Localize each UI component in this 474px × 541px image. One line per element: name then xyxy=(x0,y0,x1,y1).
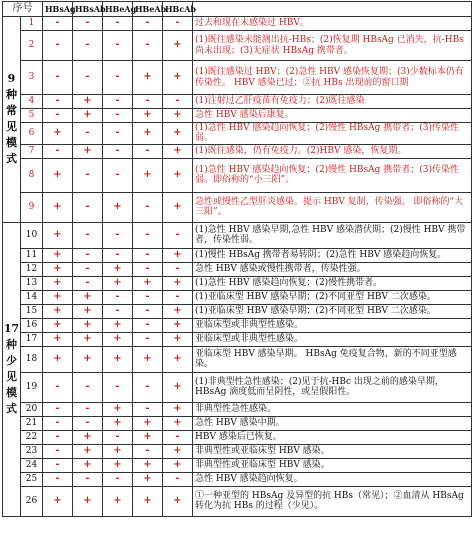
row-description: 急性 HBV 感染中期。 xyxy=(193,416,472,430)
mark-hbeag: - xyxy=(103,372,133,402)
row-number: 15 xyxy=(21,304,43,318)
mark-hbsab: - xyxy=(73,192,103,222)
header-blank xyxy=(193,2,472,17)
mark-hbeag: - xyxy=(103,222,133,248)
header-seq: 序号 xyxy=(3,2,43,17)
mark-hbcab: + xyxy=(163,144,193,158)
mark-hbeab: + xyxy=(133,109,163,123)
mark-hbsag: - xyxy=(43,17,73,31)
mark-hbsab: - xyxy=(73,372,103,402)
row-number: 18 xyxy=(21,346,43,372)
row-number: 20 xyxy=(21,402,43,416)
mark-hbsag: + xyxy=(43,123,73,145)
mark-hbsag: + xyxy=(43,304,73,318)
row-description: (1)急性 HBV 感染趋向恢复；(2)慢性 HBsAg 携带者；(3)传染性弱。 xyxy=(193,123,472,145)
mark-hbsab: + xyxy=(73,458,103,472)
row-number: 22 xyxy=(21,430,43,444)
mark-hbcab: + xyxy=(163,248,193,262)
mark-hbeab: + xyxy=(133,61,163,95)
mark-hbsab: + xyxy=(73,332,103,346)
table-row xyxy=(3,472,472,486)
row-number: 8 xyxy=(21,158,43,192)
mark-hbsag: + xyxy=(43,346,73,372)
mark-hbeag: - xyxy=(103,61,133,95)
row-number: 14 xyxy=(21,290,43,304)
group-label-char: 见 xyxy=(6,120,17,134)
mark-hbcab: - xyxy=(163,472,193,486)
mark-hbsab: + xyxy=(73,430,103,444)
mark-hbsag: + xyxy=(43,248,73,262)
row-number: 13 xyxy=(21,276,43,290)
mark-hbsag: + xyxy=(43,222,73,248)
table-row xyxy=(3,346,472,372)
table-row xyxy=(3,222,472,248)
mark-hbsag: - xyxy=(43,31,73,61)
mark-hbeag: + xyxy=(103,192,133,222)
row-number: 19 xyxy=(21,372,43,402)
table-row xyxy=(3,444,472,458)
mark-hbeab: - xyxy=(133,31,163,61)
row-number: 10 xyxy=(21,222,43,248)
row-description: 急性或慢性乙型肝炎感染。提示 HBV 复制，传染强。 即俗称的“大三阳”。 xyxy=(193,192,472,222)
mark-hbcab: + xyxy=(163,416,193,430)
table-row xyxy=(3,372,472,402)
row-description: 急性 HBV 感染或慢性携带者，传染性强。 xyxy=(193,262,472,276)
row-number: 2 xyxy=(21,31,43,61)
mark-hbcab: + xyxy=(163,192,193,222)
row-description: (1)既往感染，仍有免疫力。(2)HBV 感染，恢复期。 xyxy=(193,144,472,158)
row-number: 21 xyxy=(21,416,43,430)
mark-hbsag: + xyxy=(43,192,73,222)
table-row xyxy=(3,262,472,276)
mark-hbeab: - xyxy=(133,332,163,346)
row-description: (1)慢性 HBsAg 携带者易转阴；(2)急性 HBV 感染趋向恢复。 xyxy=(193,248,472,262)
table-header-row xyxy=(3,2,472,17)
mark-hbeab: - xyxy=(133,290,163,304)
row-number: 26 xyxy=(21,486,43,516)
mark-hbeab: - xyxy=(133,444,163,458)
mark-hbcab: + xyxy=(163,109,193,123)
mark-hbcab: - xyxy=(163,222,193,248)
mark-hbsab: - xyxy=(73,61,103,95)
group-label-char: 见 xyxy=(6,370,17,384)
group-label-char: 9 xyxy=(7,72,16,86)
mark-hbeab: + xyxy=(133,430,163,444)
row-description: 急性 HBV 感染后康复。 xyxy=(193,109,472,123)
mark-hbeab: - xyxy=(133,402,163,416)
mark-hbeag: + xyxy=(103,318,133,332)
mark-hbeag: - xyxy=(103,17,133,31)
mark-hbeab: - xyxy=(133,95,163,109)
mark-hbsag: - xyxy=(43,458,73,472)
table-row xyxy=(3,276,472,290)
mark-hbcab: + xyxy=(163,486,193,516)
row-number: 17 xyxy=(21,332,43,346)
mark-hbcab: - xyxy=(163,430,193,444)
mark-hbeag: - xyxy=(103,158,133,192)
mark-hbsag: - xyxy=(43,109,73,123)
row-number: 23 xyxy=(21,444,43,458)
mark-hbsab: + xyxy=(73,486,103,516)
row-description: (1)亚临床型 HBV 感染早期；(2)不同亚型 HBV 二次感染。 xyxy=(193,290,472,304)
mark-hbeab: + xyxy=(133,123,163,145)
table-row xyxy=(3,144,472,158)
mark-hbsag: + xyxy=(43,332,73,346)
group-label-char: 式 xyxy=(6,402,17,416)
mark-hbcab: + xyxy=(163,276,193,290)
mark-hbeab: + xyxy=(133,472,163,486)
row-description: 亚临床型或非典型性感染。 xyxy=(193,332,472,346)
mark-hbeab: - xyxy=(133,192,163,222)
mark-hbsab: - xyxy=(73,222,103,248)
mark-hbeab: - xyxy=(133,248,163,262)
table-row xyxy=(3,109,472,123)
group-label-char: 常 xyxy=(6,104,17,118)
table-row xyxy=(3,17,472,31)
group-label-char: 式 xyxy=(6,152,17,166)
mark-hbsag: + xyxy=(43,318,73,332)
mark-hbsab: + xyxy=(73,144,103,158)
row-description: (1)非典型性急性感染；(2)见于抗-HBc 出现之前的感染早期，HBsAg 滴度低而呈阴性，或呈假阳性。 xyxy=(193,372,472,402)
mark-hbeab: + xyxy=(133,276,163,290)
row-description: 亚临床型或非典型性感染。 xyxy=(193,318,472,332)
mark-hbeag: - xyxy=(103,248,133,262)
mark-hbsab: + xyxy=(73,346,103,372)
mark-hbsag: + xyxy=(43,290,73,304)
mark-hbeag: + xyxy=(103,416,133,430)
table-row xyxy=(3,416,472,430)
row-description: (1)亚临床型 HBV 感染早期；(2)不同亚型 HBV 二次感染。 xyxy=(193,304,472,318)
mark-hbcab: + xyxy=(163,123,193,145)
header-hbcab: HBcAb xyxy=(163,2,193,17)
mark-hbeag: + xyxy=(103,346,133,372)
table-row xyxy=(3,290,472,304)
row-description: ①一种亚型的 HBsAg 及异型的抗 HBs（常见）；②血清从 HBsAg 转化为抗 HBs 的过程（少见）。 xyxy=(193,486,472,516)
group-label-char: 模 xyxy=(6,386,17,400)
group-label-char: 种 xyxy=(6,338,17,352)
mark-hbeag: - xyxy=(103,430,133,444)
mark-hbcab: - xyxy=(163,17,193,31)
mark-hbcab: - xyxy=(163,95,193,109)
table-row xyxy=(3,158,472,192)
row-description: (1)急性 HBV 感染趋向恢复；(2)慢性 HBsAg 携带者；(3)传染性弱。即俗称的“小三阳”。 xyxy=(193,158,472,192)
row-number: 9 xyxy=(21,192,43,222)
mark-hbeag: + xyxy=(103,458,133,472)
mark-hbcab: + xyxy=(163,372,193,402)
row-number: 7 xyxy=(21,144,43,158)
mark-hbcab: + xyxy=(163,31,193,61)
mark-hbeab: + xyxy=(133,346,163,372)
mark-hbeab: - xyxy=(133,144,163,158)
mark-hbsag: - xyxy=(43,472,73,486)
mark-hbeab: - xyxy=(133,372,163,402)
mark-hbsag: - xyxy=(43,144,73,158)
mark-hbeab: + xyxy=(133,458,163,472)
group-label-rare xyxy=(3,222,21,516)
mark-hbeab: - xyxy=(133,262,163,276)
mark-hbsag: - xyxy=(43,430,73,444)
table-row xyxy=(3,458,472,472)
table-row xyxy=(3,123,472,145)
row-description: 过去和现在未感染过 HBV。 xyxy=(193,17,472,31)
mark-hbcab: - xyxy=(163,262,193,276)
mark-hbeag: + xyxy=(103,262,133,276)
mark-hbeag: - xyxy=(103,31,133,61)
mark-hbeag: - xyxy=(103,304,133,318)
mark-hbcab: + xyxy=(163,304,193,318)
mark-hbcab: + xyxy=(163,332,193,346)
mark-hbcab: + xyxy=(163,61,193,95)
table-row xyxy=(3,486,472,516)
mark-hbcab: + xyxy=(163,444,193,458)
mark-hbsab: + xyxy=(73,290,103,304)
mark-hbsag: - xyxy=(43,61,73,95)
mark-hbsab: - xyxy=(73,402,103,416)
mark-hbeab: - xyxy=(133,318,163,332)
header-hbeab: HBeAb xyxy=(133,2,163,17)
row-description: 非典型性或亚临床型 HBV 感染。 xyxy=(193,444,472,458)
mark-hbeag: - xyxy=(103,472,133,486)
mark-hbeag: - xyxy=(103,109,133,123)
mark-hbeag: + xyxy=(103,332,133,346)
table-row xyxy=(3,332,472,346)
mark-hbsag: - xyxy=(43,444,73,458)
mark-hbsab: - xyxy=(73,416,103,430)
mark-hbeag: - xyxy=(103,290,133,304)
row-number: 1 xyxy=(21,17,43,31)
mark-hbeag: + xyxy=(103,486,133,516)
row-description: 非典型性或亚临床型 HBV 感染。 xyxy=(193,458,472,472)
mark-hbsab: - xyxy=(73,17,103,31)
mark-hbsab: - xyxy=(73,31,103,61)
header-hbsag: HBsAg xyxy=(43,2,73,17)
row-description: 亚临床型 HBV 感染早期。 HBsAg 免疫复合物，新的不同亚型感染。 xyxy=(193,346,472,372)
group-label-common xyxy=(3,17,21,223)
group-label-char: 种 xyxy=(6,88,17,102)
mark-hbeag: + xyxy=(103,402,133,416)
mark-hbsab: + xyxy=(73,318,103,332)
mark-hbeab: + xyxy=(133,158,163,192)
row-number: 24 xyxy=(21,458,43,472)
header-hbsab: HBsAb xyxy=(73,2,103,17)
mark-hbsab: + xyxy=(73,109,103,123)
row-number: 25 xyxy=(21,472,43,486)
row-description: (1)既往感染未能测出抗-HBs；(2)恢复期 HBsAg 已消失，抗-HBs 尚未出现；(3)无症状 HBsAg 携带者。 xyxy=(193,31,472,61)
mark-hbsab: + xyxy=(73,304,103,318)
table-row xyxy=(3,402,472,416)
row-number: 3 xyxy=(21,61,43,95)
row-number: 12 xyxy=(21,262,43,276)
table-row xyxy=(3,192,472,222)
mark-hbsag: - xyxy=(43,416,73,430)
mark-hbsab: - xyxy=(73,248,103,262)
mark-hbeab: - xyxy=(133,222,163,248)
row-description: 非典型性急性感染。 xyxy=(193,402,472,416)
row-description: 急性 HBV 感染趋向恢复。 xyxy=(193,472,472,486)
row-description: (1)急性 HBV 感染早期,急性 HBV 感染潜伏期；(2)慢性 HBV 携带者，传染性弱。 xyxy=(193,222,472,248)
mark-hbsag: + xyxy=(43,262,73,276)
mark-hbcab: + xyxy=(163,318,193,332)
group-label-char: 少 xyxy=(6,354,17,368)
row-description: (1)既往感染过 HBV；(2)急性 HBV 感染恢复期；(3)少数标本仍有传染性。 HBV 感染已过；②抗 HBs 出现前的窗口期 xyxy=(193,61,472,95)
group-label-char: 17 xyxy=(3,322,20,336)
mark-hbeag: - xyxy=(103,95,133,109)
mark-hbsag: + xyxy=(43,158,73,192)
mark-hbsag: - xyxy=(43,372,73,402)
row-description: HBV 感染后已恢复。 xyxy=(193,430,472,444)
row-description: (1)注射过乙肝疫苗有免疫力；(2)既往感染 xyxy=(193,95,472,109)
row-number: 6 xyxy=(21,123,43,145)
mark-hbsab: - xyxy=(73,158,103,192)
mark-hbeag: - xyxy=(103,123,133,145)
mark-hbeag: + xyxy=(103,444,133,458)
mark-hbsag: + xyxy=(43,276,73,290)
table-row xyxy=(3,248,472,262)
table-row xyxy=(3,95,472,109)
document-page xyxy=(0,1,474,541)
header-hbeag: HBeAg xyxy=(103,2,133,17)
mark-hbsab: - xyxy=(73,276,103,290)
table-row xyxy=(3,318,472,332)
hbv-marker-table xyxy=(2,1,472,517)
mark-hbsab: + xyxy=(73,444,103,458)
mark-hbcab: + xyxy=(163,158,193,192)
row-number: 11 xyxy=(21,248,43,262)
mark-hbeab: + xyxy=(133,416,163,430)
table-row xyxy=(3,304,472,318)
mark-hbeag: + xyxy=(103,276,133,290)
mark-hbsag: - xyxy=(43,402,73,416)
mark-hbsab: - xyxy=(73,472,103,486)
mark-hbcab: - xyxy=(163,290,193,304)
group-label-char: 模 xyxy=(6,136,17,150)
mark-hbsab: + xyxy=(73,95,103,109)
mark-hbcab: + xyxy=(163,402,193,416)
mark-hbsab: - xyxy=(73,123,103,145)
mark-hbeab: - xyxy=(133,17,163,31)
row-description: (1)急性 HBV 感染趋向恢复；(2)慢性携带者。 xyxy=(193,276,472,290)
mark-hbeab: + xyxy=(133,486,163,516)
mark-hbcab: + xyxy=(163,346,193,372)
row-number: 4 xyxy=(21,95,43,109)
mark-hbsag: - xyxy=(43,95,73,109)
table-row xyxy=(3,430,472,444)
row-number: 16 xyxy=(21,318,43,332)
table-row xyxy=(3,61,472,95)
mark-hbsag: + xyxy=(43,486,73,516)
mark-hbeab: - xyxy=(133,304,163,318)
mark-hbcab: + xyxy=(163,458,193,472)
row-number: 5 xyxy=(21,109,43,123)
mark-hbsab: - xyxy=(73,262,103,276)
mark-hbeag: - xyxy=(103,144,133,158)
table-row xyxy=(3,31,472,61)
